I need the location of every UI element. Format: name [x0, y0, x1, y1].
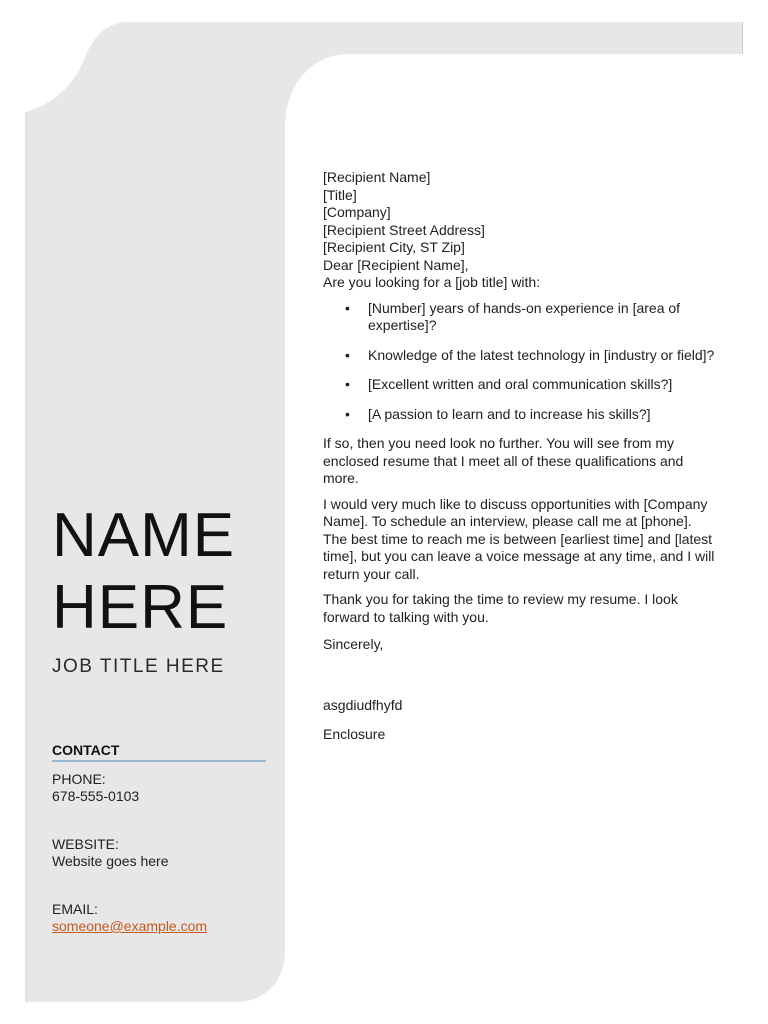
intro-paragraph: Are you looking for a [job title] with:: [323, 274, 541, 290]
list-item: • Knowledge of the latest technology in [industry or field]?: [345, 346, 715, 363]
body-paragraph-1: If so, then you need look no further. You will see from my enclosed resume that I meet all of these qualifications and more.: [323, 435, 684, 486]
list-item: • [A passion to learn and to increase his skills?]: [345, 405, 651, 422]
website-label: WEBSITE:: [52, 836, 119, 852]
list-item: • [Excellent written and oral communication skills?]: [345, 376, 673, 392]
email-label: EMAIL:: [52, 901, 98, 917]
name-line-2: HERE: [52, 573, 229, 642]
phone-value: 678-555-0103: [52, 788, 140, 804]
contact-email: [52, 901, 266, 935]
applicant-name: [52, 500, 266, 644]
website-value: Website goes here: [52, 853, 169, 869]
body-paragraph-3: Thank you for taking the time to review my resume. I look forward to talking with you.: [323, 591, 678, 625]
bullet-icon: •: [345, 299, 350, 316]
email-link[interactable]: someone@example.com: [52, 918, 208, 934]
sidebar-profile: [52, 500, 266, 935]
salutation: Dear [Recipient Name],: [323, 256, 469, 273]
recipient-name: [Recipient Name]: [323, 169, 431, 185]
recipient-street: [Recipient Street Address]: [323, 221, 485, 238]
bullet-icon: •: [345, 376, 350, 392]
top-banner-edge: [742, 22, 743, 54]
enclosure-note: Enclosure: [323, 726, 386, 742]
body-paragraph-2: I would very much like to discuss opportunities with [Company Name]. To schedule an interview, please call me at [phone]. The best time to reach me is between [earliest time] and [latest time], but you can leave a voice message at any time, and I will return your call.: [323, 495, 715, 582]
contact-heading: CONTACT: [52, 742, 266, 762]
recipient-city: [Recipient City, ST Zip]: [323, 239, 465, 255]
name-line-1: NAME: [52, 501, 236, 570]
bullet-icon: •: [345, 405, 350, 422]
qualifications-list: [323, 300, 718, 424]
recipient-address: [323, 169, 718, 257]
contact-phone: [52, 771, 266, 805]
closing: Sincerely,: [323, 636, 384, 652]
job-title: JOB TITLE HERE: [52, 656, 225, 677]
bullet-icon: •: [345, 346, 350, 363]
contact-website: [52, 836, 266, 870]
recipient-company: [Company]: [323, 204, 391, 220]
list-item: • [Number] years of hands-on experience in [area of expertise]?: [345, 299, 681, 333]
letter-body: [323, 169, 718, 744]
recipient-title: [Title]: [323, 186, 357, 203]
signature: asgdiudfhyfd: [323, 696, 403, 713]
phone-label: PHONE:: [52, 771, 106, 787]
